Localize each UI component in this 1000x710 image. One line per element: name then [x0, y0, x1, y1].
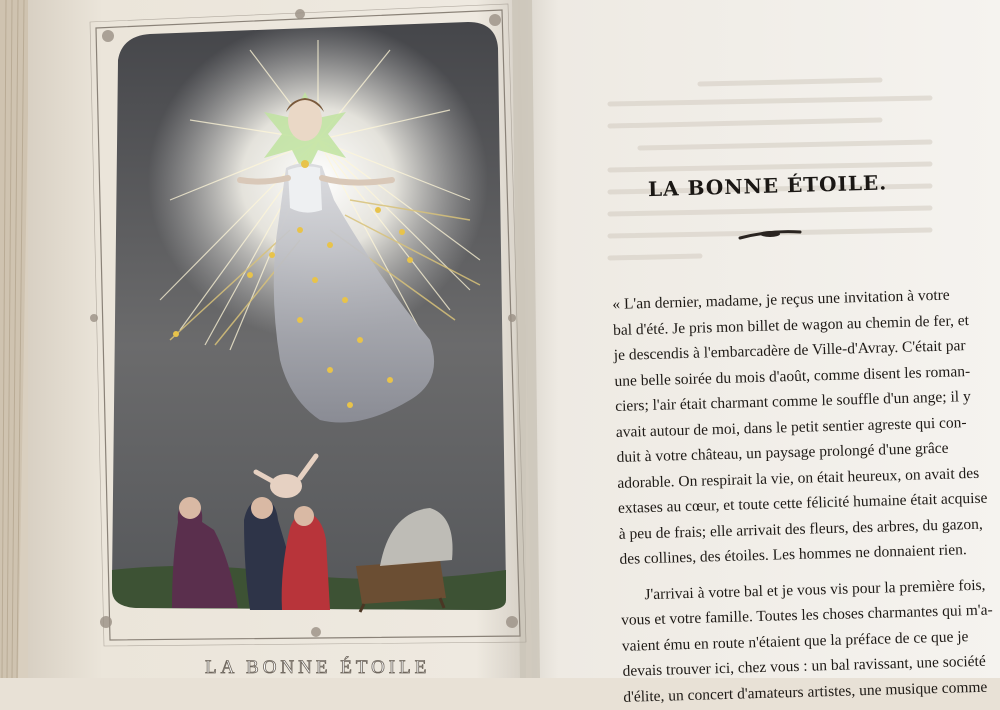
text-line: extases au cœur, et toute cette félicité humaine était acquise	[617, 489, 988, 517]
text-line: J'arrivai à votre bal et je vous vis pour la première fois,	[644, 576, 986, 603]
text-line: bal d'été. Je pris mon billet de wagon au chemin de fer, et	[612, 311, 970, 339]
text-line: des collines, des étoiles. Les hommes ne donnaient rien.	[619, 541, 967, 568]
text-line: une belle soirée du mois d'août, comme disent les roman-	[614, 362, 971, 390]
text-line: « L'an dernier, madame, je reçus une invitation à votre	[612, 286, 950, 313]
body-text	[612, 282, 994, 710]
text-line: vaient ému en route n'étaient que la préface de ce que je	[621, 627, 969, 655]
text-line: adorable. On respirait la vie, on était heureux, on avait des	[617, 464, 980, 492]
text-line: je descendis à l'embarcadère de Ville-d'Avray. C'était par	[613, 337, 966, 364]
plate-caption: LA BONNE ÉTOILE	[205, 657, 431, 678]
text-line: avait autour de moi, dans le petit sentier agreste qui con-	[615, 413, 967, 441]
chapter-title: LA BONNE ÉTOILE.	[647, 170, 888, 202]
text-line: duit à votre château, un paysage prolongé d'une grâce	[616, 439, 949, 466]
text-line: à peu de frais; elle arrivait des fleurs, des arbres, du gazon,	[618, 515, 983, 543]
text-line: d'élite, un concert d'amateurs artistes, une musique comme	[623, 678, 988, 706]
text-line: ciers; l'air était charmant comme le souffle d'un ange; il y	[614, 388, 971, 415]
text-line: vous et votre famille. Toutes les choses charmantes qui m'a-	[620, 601, 993, 629]
illustration-plate	[112, 20, 506, 612]
text-line: devais trouver ici, chez vous : un bal ravissant, une société	[622, 652, 986, 680]
